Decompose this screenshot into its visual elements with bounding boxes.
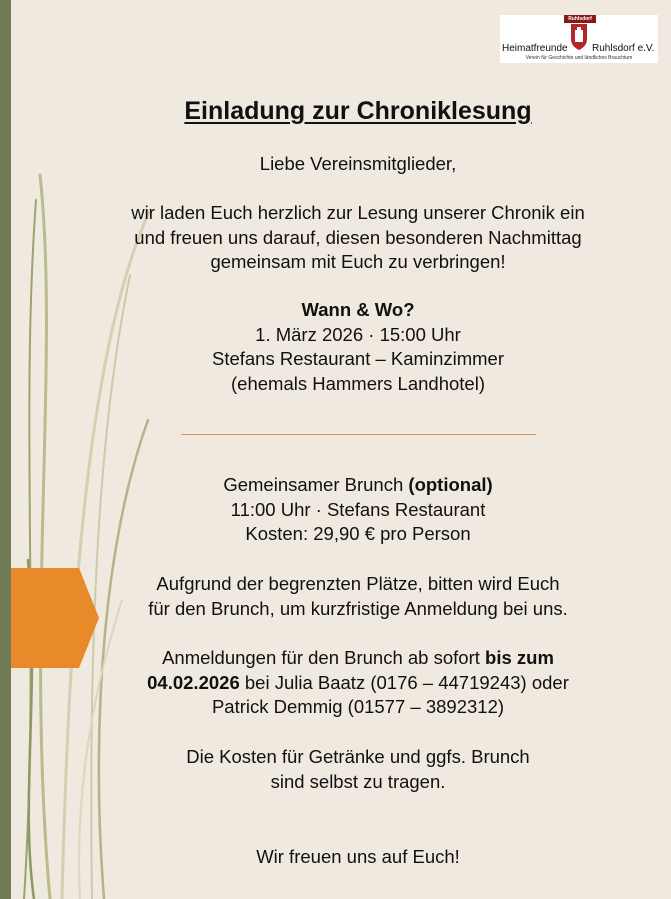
costs-note-block [100,745,616,794]
logo-name-left: Heimatfreunde [502,43,568,54]
intro-block [100,201,616,275]
intro-line-3: gemeinsam mit Euch zu verbringen! [210,251,506,272]
brunch-cost: Kosten: 29,90 € pro Person [245,523,471,544]
closing-line: Wir freuen uns auf Euch! [256,846,460,867]
registration-block [100,646,616,720]
logo-tag: Ruhlsdorf [564,15,596,23]
page-title: Einladung zur Chroniklesung [184,97,532,125]
brunch-block [100,473,616,547]
venue-former-name: (ehemals Hammers Landhotel) [231,372,485,394]
costs-note-line-2: sind selbst zu tragen. [270,770,446,792]
brunch-label: Gemeinsamer Brunch [223,474,404,495]
when-where-block [100,298,616,396]
section-divider [181,434,536,435]
orange-arrow [11,568,99,668]
notice-block [100,572,616,621]
greeting: Liebe Vereinsmitglieder, [259,153,457,174]
registration-line-1 [100,646,616,671]
left-sidebar-bar [0,0,11,899]
when-where-heading: Wann & Wo? [301,299,415,320]
registration-contact-1: bei Julia Baatz (0176 – 44719243) oder [239,671,569,693]
notice-line-1: Aufgrund der begrenzten Plätze, bitten wird Euch [156,573,560,594]
club-logo [500,15,658,63]
brunch-heading [100,473,616,498]
logo-name-right: Ruhlsdorf e.V. [592,43,655,54]
registration-deadline-label: bis zum [485,647,554,668]
brunch-optional: (optional) [408,474,493,495]
registration-line-2 [100,671,616,696]
notice-line-2: für den Brunch, um kurzfristige Anmeldung bei uns. [148,597,568,619]
intro-line-1: wir laden Euch herzlich zur Lesung unserer Chronik ein [131,202,585,223]
closing-block [100,845,616,870]
costs-note-line-1: Die Kosten für Getränke und ggfs. Brunch [186,746,530,767]
event-venue: Stefans Restaurant – Kaminzimmer [211,348,504,369]
logo-subtitle: Verein für Geschichte und ländliches Brauchtum [525,55,633,61]
event-date-time: 1. März 2026 · 15:00 Uhr [255,323,461,345]
greeting-block [100,152,616,177]
registration-prefix: Anmeldungen für den Brunch ab sofort [162,647,486,668]
registration-deadline-date: 04.02.2026 [147,671,240,693]
brunch-time-place: 11:00 Uhr · Stefans Restaurant [230,498,486,520]
registration-contact-2: Patrick Demmig (01577 – 3892312) [211,696,505,717]
intro-line-2: und freuen uns darauf, diesen besonderen Nachmittag [134,226,582,248]
